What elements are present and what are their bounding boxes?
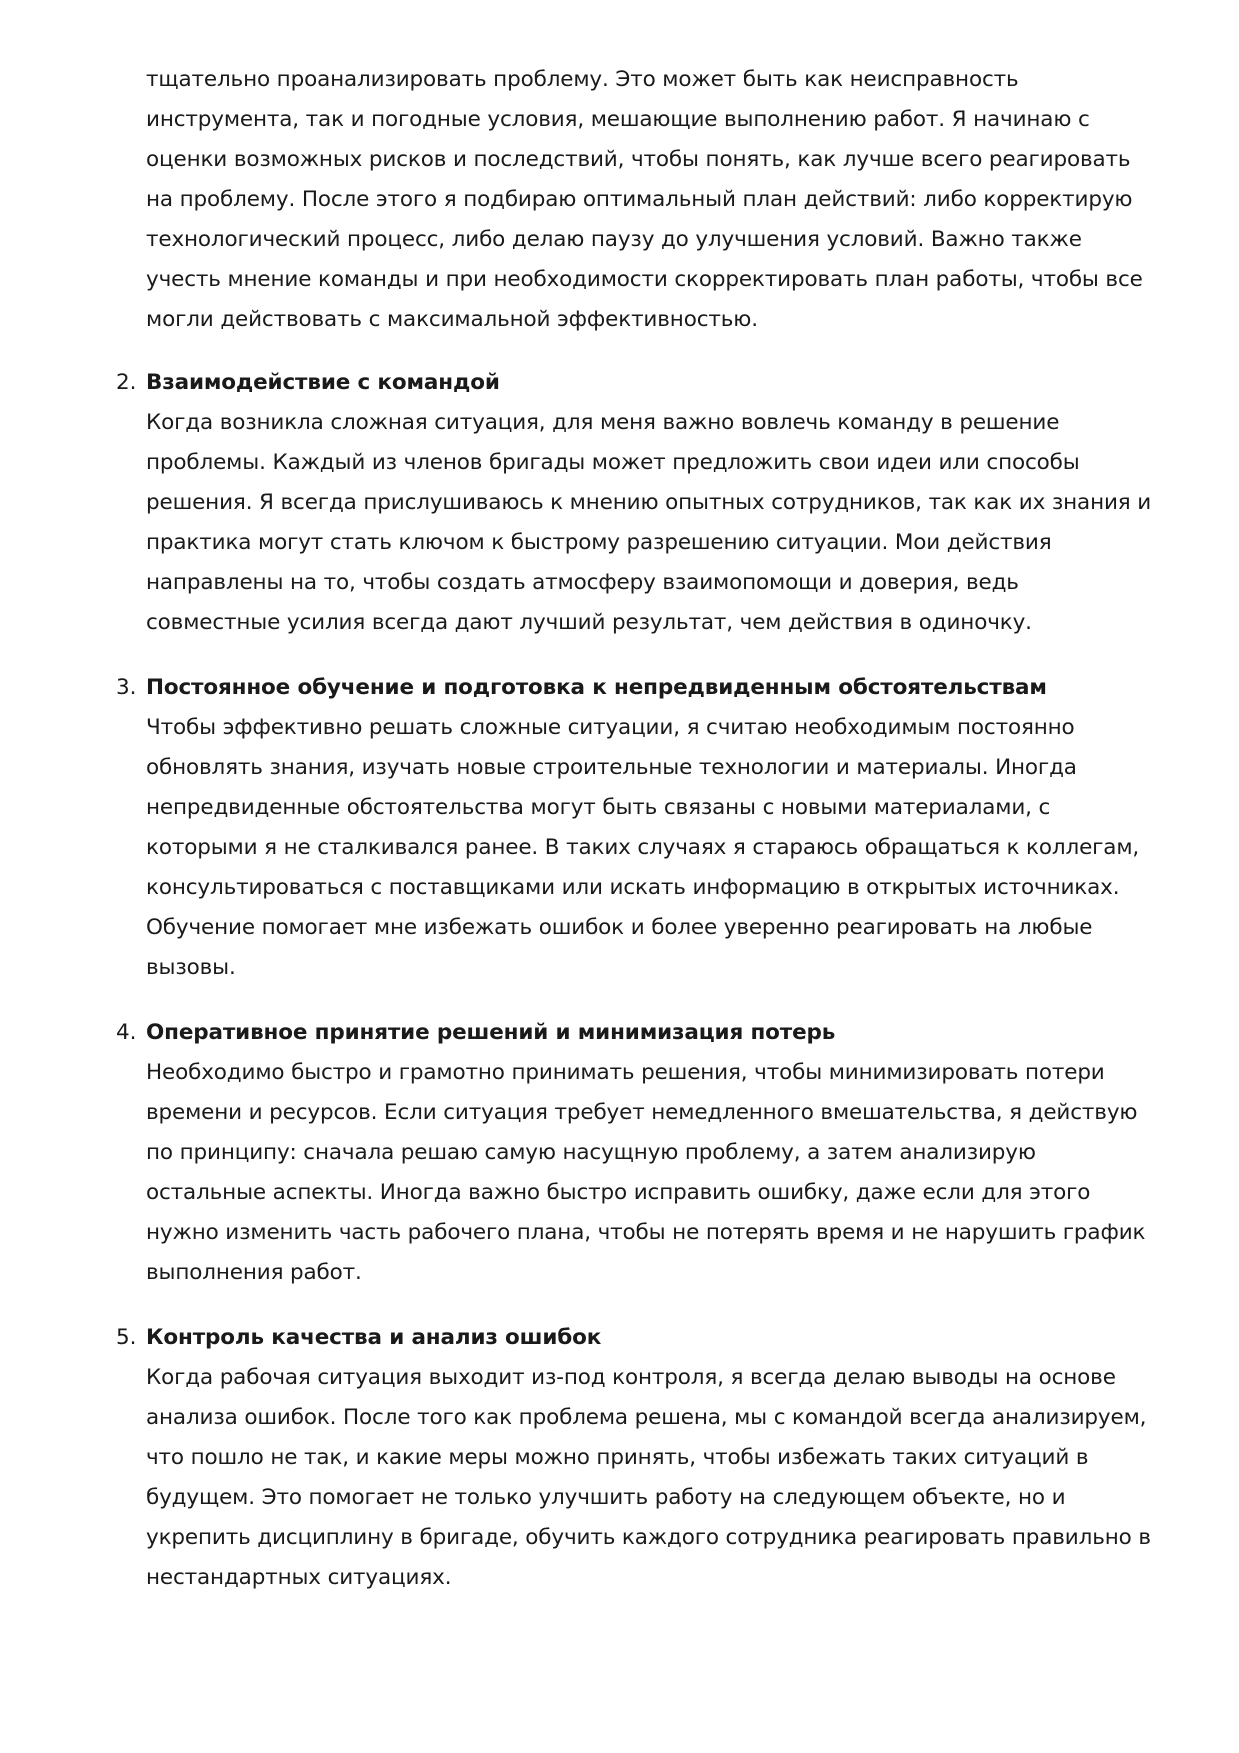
list-item-title: Контроль качества и анализ ошибок (146, 1325, 602, 1350)
intro-paragraph: тщательно проанализировать проблему. Это может быть как неисправность инструмента, так и погодные условия, мешающие выполнению работ. Я начинаю с оценки возможных рисков и последствий, чтобы понять, как лучше всего реагировать на проблему. После этого я подбираю оптимальный план действий: либо корректирую технологический процесс, либо делаю паузу до улучшения условий. Важно также учесть мнение команды и при необходимости скорректировать план работы, чтобы все могли действовать с максимальной эффективностью. (146, 67, 1143, 332)
list-item-body: Необходимо быстро и грамотно принимать решения, чтобы минимизировать потери времени и ресурсов. Если ситуация требует немедленного вмешательства, я действую по принципу: сначала решаю самую насущную проблему, а затем анализирую остальные аспекты. Иногда важно быстро исправить ошибку, даже если для этого нужно изменить часть рабочего плана, чтобы не потерять время и не нарушить график выполнения работ. (146, 1060, 1146, 1285)
list-item-number: 2. (116, 370, 137, 395)
list-item-body: Когда возникла сложная ситуация, для меня важно вовлечь команду в решение проблемы. Каждый из членов бригады может предложить свои идеи или способы решения. Я всегда прислушиваюсь к мнению опытных сотрудников, так как их знания и практика могут стать ключом к быстрому разрешению ситуации. Мои действия направлены на то, чтобы создать атмосферу взаимопомощи и доверия, ведь совместные усилия всегда дают лучший результат, чем действия в одиночку. (146, 410, 1152, 635)
list-item-title: Постоянное обучение и подготовка к непредвиденным обстоятельствам (146, 675, 1047, 700)
list-item-number: 5. (116, 1325, 137, 1350)
list-item (116, 668, 1156, 988)
list-item-number: 3. (116, 675, 137, 700)
list-item (116, 1013, 1156, 1293)
list-item-body: Когда рабочая ситуация выходит из-под контроля, я всегда делаю выводы на основе анализа ошибок. После того как проблема решена, мы с командой всегда анализируем, что пошло не так, и какие меры можно принять, чтобы избежать таких ситуаций в будущем. Это помогает не только улучшить работу на следующем объекте, но и укрепить дисциплину в бригаде, обучить каждого сотрудника реагировать правильно в нестандартных ситуациях. (146, 1365, 1151, 1590)
list-item-title: Взаимодействие с командой (146, 370, 500, 395)
list-item-number: 4. (116, 1020, 137, 1045)
list-item (116, 1318, 1156, 1598)
list-item (116, 363, 1156, 643)
list-item-title: Оперативное принятие решений и минимизация потерь (146, 1020, 836, 1045)
list-item-body: Чтобы эффективно решать сложные ситуации, я считаю необходимым постоянно обновлять знания, изучать новые строительные технологии и материалы. Иногда непредвиденные обстоятельства могут быть связаны с новыми материалами, с которыми я не сталкивался ранее. В таких случаях я стараюсь обращаться к коллегам, консультироваться с поставщиками или искать информацию в открытых источниках. Обучение помогает мне избежать ошибок и более уверенно реагировать на любые вызовы. (146, 715, 1140, 980)
